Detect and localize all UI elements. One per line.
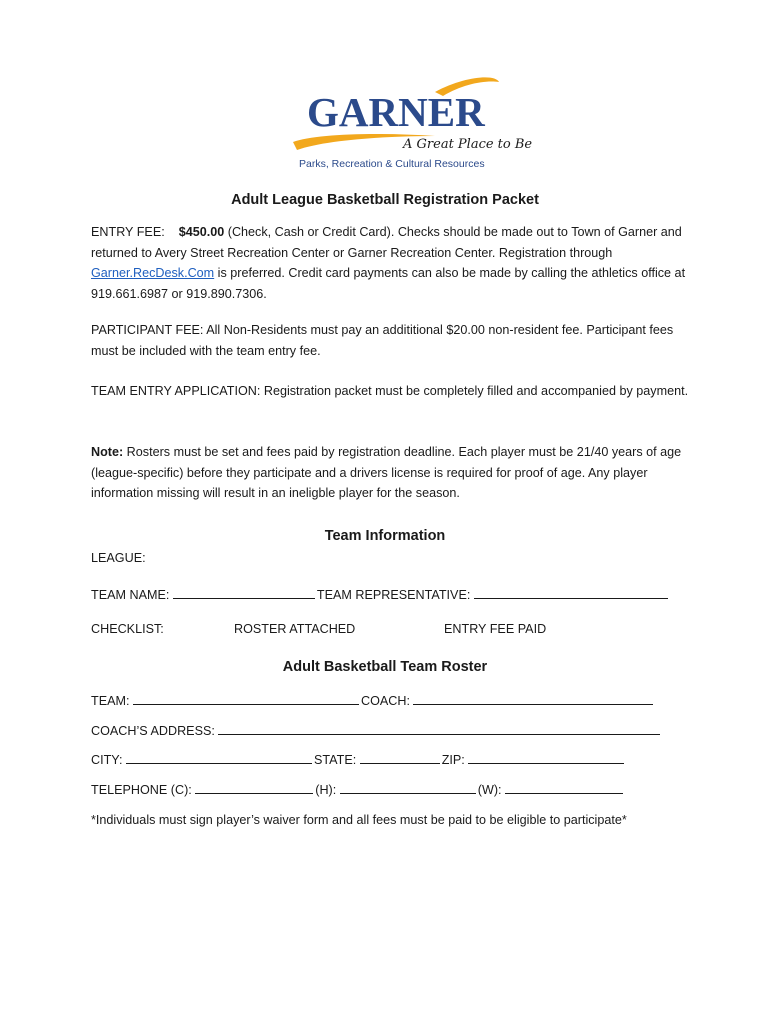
team-information-heading: Team Information bbox=[324, 528, 446, 544]
team-rep-input[interactable] bbox=[474, 586, 668, 599]
state-input[interactable] bbox=[360, 751, 440, 764]
logo-tagline: A Great Place to Be bbox=[403, 137, 533, 152]
telephone-c-input[interactable] bbox=[195, 781, 313, 794]
note-paragraph bbox=[91, 442, 701, 504]
telephone-h-label: (H): bbox=[315, 783, 337, 797]
page-title: Adult League Basketball Registration Packet bbox=[231, 192, 539, 208]
league-field bbox=[91, 549, 146, 567]
league-label: LEAGUE: bbox=[91, 551, 146, 565]
coach-address-input[interactable] bbox=[218, 722, 660, 735]
zip-input[interactable] bbox=[468, 751, 624, 764]
note-text: Rosters must be set and fees paid by registration deadline. Each player must be 21/40 years of age (league-specific) before they participate and a drivers license is required for proof of age. Any player information missing will result in an ineligble player for the season. bbox=[91, 445, 682, 500]
telephone-c-label: TELEPHONE (C): bbox=[91, 783, 192, 797]
logo-wordmark: GARNER bbox=[307, 89, 485, 135]
coach-address-row bbox=[91, 722, 662, 740]
roster-attached-option[interactable]: ROSTER ATTACHED bbox=[234, 622, 356, 636]
note-label: Note: bbox=[91, 445, 124, 459]
zip-label: ZIP: bbox=[441, 753, 465, 767]
garner-logo bbox=[285, 70, 533, 180]
coach-label: COACH: bbox=[360, 694, 410, 708]
team-name-row bbox=[91, 586, 670, 604]
recdesk-link[interactable]: Garner.RecDesk.Com bbox=[91, 266, 215, 280]
entry-fee-text-2: is preferred. Credit card payments can also be made by calling the athletics office at 919.661.6987 or 919.890.7306. bbox=[91, 266, 686, 301]
entry-fee-label: ENTRY FEE: bbox=[91, 225, 165, 239]
roster-team-label: TEAM: bbox=[91, 694, 130, 708]
footer-note: *Individuals must sign player’s waiver form and all fees must be paid to be eligible to participate* bbox=[91, 813, 627, 827]
participant-fee-paragraph: PARTICIPANT FEE: All Non-Residents must pay an addititional $20.00 non-resident fee. Participant fees must be included with the team entry fee. bbox=[91, 323, 674, 358]
entry-fee-text: (Check, Cash or Credit Card). Checks should be made out to Town of Garner and returned to Avery Street Recreation Center or Garner Recreation Center. Registration through bbox=[91, 225, 682, 260]
city-input[interactable] bbox=[126, 751, 312, 764]
logo-subtitle: Parks, Recreation & Cultural Resources bbox=[299, 158, 485, 170]
checklist-label: CHECKLIST: bbox=[91, 622, 164, 636]
team-entry-paragraph: TEAM ENTRY APPLICATION: Registration packet must be completely filled and accompanied by payment. bbox=[91, 384, 689, 398]
entry-fee-amount: $450.00 bbox=[178, 225, 225, 239]
telephone-w-label: (W): bbox=[477, 783, 502, 797]
team-name-label: TEAM NAME: bbox=[91, 588, 170, 602]
entry-fee-paid-option[interactable]: ENTRY FEE PAID bbox=[444, 622, 547, 636]
city-state-zip-row bbox=[91, 751, 626, 769]
team-coach-row bbox=[91, 692, 655, 710]
team-rep-label: TEAM REPRESENTATIVE: bbox=[316, 588, 471, 602]
telephone-row bbox=[91, 781, 625, 799]
roster-team-input[interactable] bbox=[133, 692, 359, 705]
coach-input[interactable] bbox=[413, 692, 653, 705]
city-label: CITY: bbox=[91, 753, 123, 767]
state-label: STATE: bbox=[314, 753, 357, 767]
coach-address-label: COACH’S ADDRESS: bbox=[91, 724, 215, 738]
entry-fee-paragraph bbox=[91, 222, 701, 304]
team-name-input[interactable] bbox=[173, 586, 315, 599]
roster-heading: Adult Basketball Team Roster bbox=[282, 659, 488, 675]
telephone-h-input[interactable] bbox=[340, 781, 476, 794]
telephone-w-input[interactable] bbox=[505, 781, 623, 794]
